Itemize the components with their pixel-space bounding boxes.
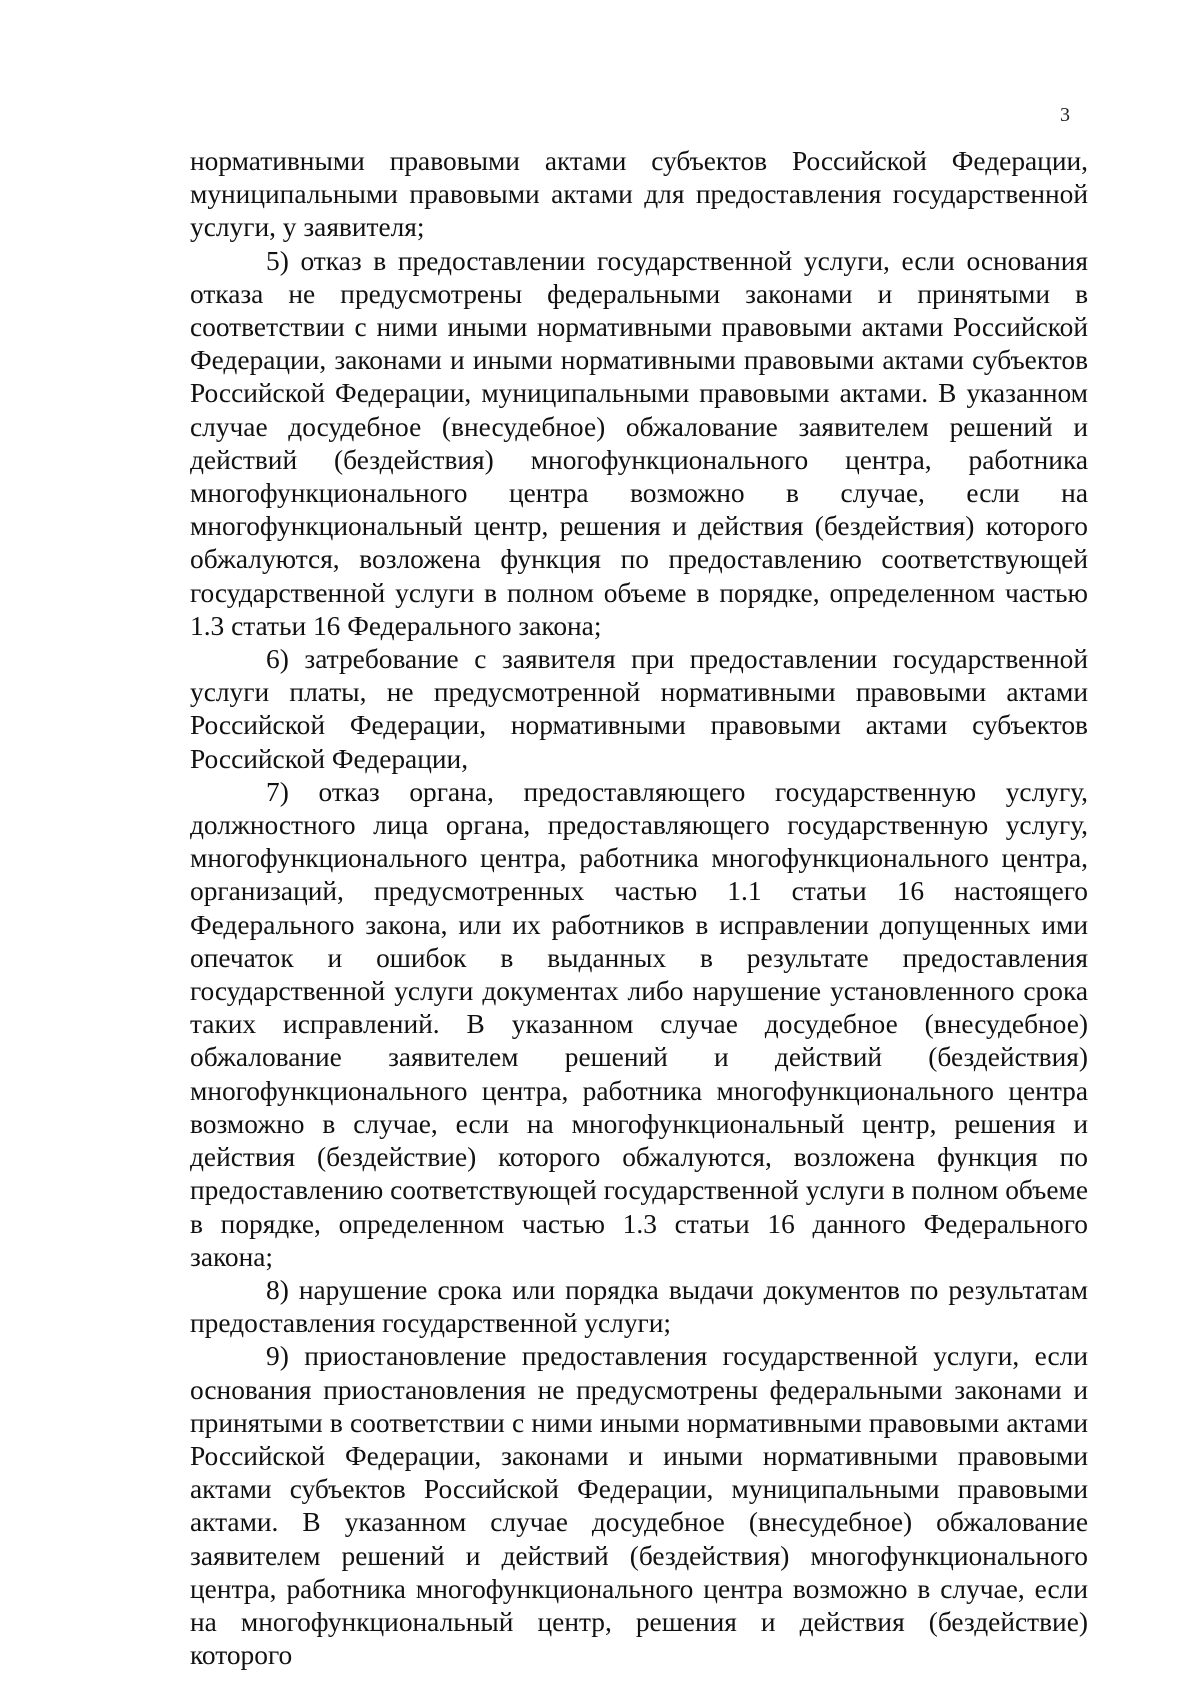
document-body	[190, 145, 1088, 1672]
paragraph-continuation: нормативными правовыми актами субъектов Российской Федерации, муниципальными правовыми актами для предоставления государственной услуги, у заявителя;	[190, 146, 1088, 243]
page-number: 3	[1060, 104, 1070, 126]
paragraph-item-6: 6) затребование с заявителя при предоставлении государственной услуги платы, не предусмотренной нормативными правовыми актами Российской Федерации, нормативными правовыми актами субъектов Российской Федерации,	[190, 644, 1088, 774]
paragraph-item-9: 9) приостановление предоставления государственной услуги, если основания приостановления не предусмотрены федеральными законами и принятыми в соответствии с ними иными нормативными правовыми актами Российской Федерации, законами и иными нормативными правовыми актами субъектов Российской Федерации, муниципальными правовыми актами. В указанном случае досудебное (внесудебное) обжалование заявителем решений и действий (бездействия) многофункционального центра, работника многофункционального центра возможно в случае, если на многофункциональный центр, решения и действия (бездействие) которого	[190, 1341, 1088, 1671]
paragraph-item-7: 7) отказ органа, предоставляющего государственную услугу, должностного лица органа, предоставляющего государственную услугу, многофункционального центра, работника многофункционального центра, организаций, предусмотренных частью 1.1 статьи 16 настоящего Федерального закона, или их работников в исправлении допущенных ими опечаток и ошибок в выданных в результате предоставления государственной услуги документах либо нарушение установленного срока таких исправлений. В указанном случае досудебное (внесудебное) обжалование заявителем решений и действий (бездействия) многофункционального центра, работника многофункционального центра возможно в случае, если на многофункциональный центр, решения и действия (бездействие) которого обжалуются, возложена функция по предоставлению соответствующей государственной услуги в полном объеме в порядке, определенном частью 1.3 статьи 16 данного Федерального закона;	[190, 776, 1088, 1272]
paragraph-item-8: 8) нарушение срока или порядка выдачи документов по результатам предоставления государственной услуги;	[190, 1274, 1088, 1339]
paragraph-item-5: 5) отказ в предоставлении государственной услуги, если основания отказа не предусмотрены федеральными законами и принятыми в соответствии с ними иными нормативными правовыми актами Российской Федерации, законами и иными нормативными правовыми актами субъектов Российской Федерации, муниципальными правовыми актами. В указанном случае досудебное (внесудебное) обжалование заявителем решений и действий (бездействия) многофункционального центра, работника многофункционального центра возможно в случае, если на многофункциональный центр, решения и действия (бездействия) которого обжалуются, возложена функция по предоставлению соответствующей государственной услуги в полном объеме в порядке, определенном частью 1.3 статьи 16 Федерального закона;	[190, 245, 1088, 641]
